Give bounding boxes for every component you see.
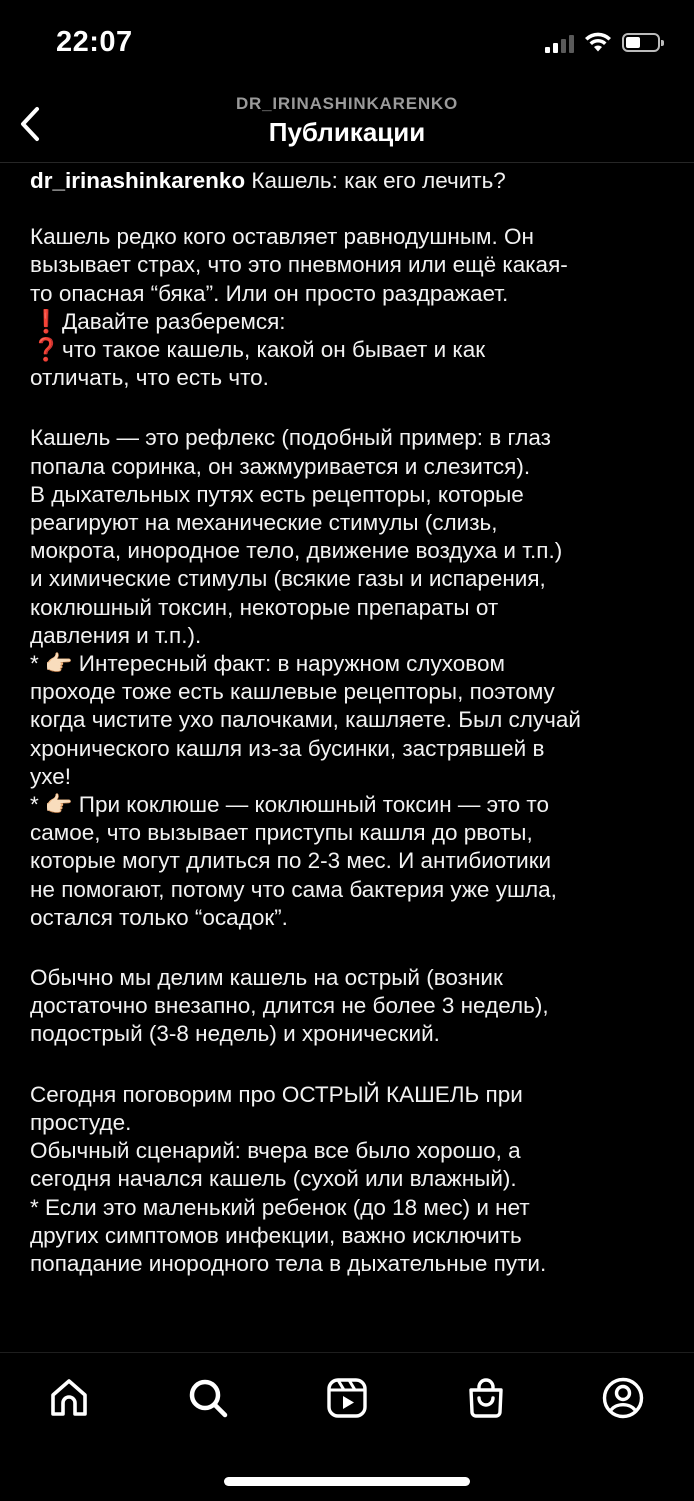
status-bar [0, 0, 694, 90]
caption-author[interactable]: dr_irinashinkarenko [30, 168, 246, 193]
caption-line: Кашель — это рефлекс (подобный пример: в глаз [30, 425, 551, 451]
caption-line: остался только “осадок”. [30, 904, 288, 930]
caption-line: отличать, что есть что. [30, 365, 269, 391]
bottom-nav [0, 1352, 694, 1501]
caption-text: При коклюше — коклюшный токсин — это то [78, 792, 550, 818]
nav-profile[interactable] [598, 1373, 648, 1423]
caption-line: не помогают, потому что сама бактерия уже ушла, [30, 876, 557, 902]
reels-icon [325, 1376, 369, 1420]
home-icon [47, 1376, 91, 1420]
caption-line: реагируют на механические стимулы (слизь, [30, 510, 498, 536]
caption-line: * Если это маленький ребенок (до 18 мес) и нет [30, 1194, 530, 1220]
caption-line: коклюшный токсин, некоторые препараты от [30, 594, 499, 620]
caption-line: подострый (3-8 недель) и хронический. [30, 1021, 440, 1047]
nav-reels[interactable] [322, 1373, 372, 1423]
caption-text: что такое кашель, какой он бывает и как [62, 337, 486, 363]
caption-line [30, 308, 674, 336]
caption-line [30, 336, 674, 364]
caption-text: Давайте разберемся: [62, 308, 286, 334]
caption-line: Обычно мы делим кашель на острый (возник [30, 965, 503, 991]
caption-line: вызывает страх, что это пневмония или ещё какая- [30, 252, 568, 278]
post-caption [30, 167, 674, 1278]
wifi-icon [584, 32, 612, 53]
caption-headline: Кашель: как его лечить? [251, 168, 506, 193]
caption-headline-line [30, 167, 674, 195]
caption-line: Сегодня поговорим про ОСТРЫЙ КАШЕЛЬ при [30, 1081, 523, 1107]
profile-icon [601, 1376, 645, 1420]
caption-line: В дыхательных путях есть рецепторы, которые [30, 481, 524, 507]
caption-line: мокрота, инородное тело, движение воздуха и т.п.) [30, 538, 563, 564]
status-time: 22:07 [56, 26, 133, 58]
status-icons [545, 32, 660, 53]
search-icon [186, 1376, 230, 1420]
caption-line: самое, что вызывает приступы кашля до рвоты, [30, 820, 533, 846]
nav-shop[interactable] [461, 1373, 511, 1423]
caption-line: попадание инородного тела в дыхательные пути. [30, 1250, 547, 1276]
caption-line: давления и т.п.). [30, 622, 202, 648]
caption-line: то опасная “бяка”. Или он просто раздражает. [30, 280, 509, 306]
caption-line: попала соринка, он зажмуривается и слезится). [30, 453, 531, 479]
nav-home[interactable] [44, 1373, 94, 1423]
caption-text: Интересный факт: в наружном слуховом [78, 651, 505, 677]
shop-icon [464, 1376, 508, 1420]
caption-line: когда чистите ухо палочками, кашляете. Был случай [30, 707, 581, 733]
header [0, 90, 694, 163]
caption-line: хронического кашля из-за бусинки, застрявшей в [30, 735, 545, 761]
nav-search[interactable] [183, 1373, 233, 1423]
caption-line: достаточно внезапно, длится не более 3 недель), [30, 993, 549, 1019]
caption-line: проходе тоже есть кашлевые рецепторы, поэтому [30, 679, 555, 705]
caption-line [30, 650, 674, 678]
star-text: * [30, 651, 39, 677]
caption-line: и химические стимулы (всякие газы и испарения, [30, 566, 546, 592]
caption-line: которые могут длиться по 2-3 мес. И антибиотики [30, 848, 552, 874]
caption-line: сегодня начался кашель (сухой или влажный). [30, 1166, 517, 1192]
home-indicator[interactable] [224, 1477, 470, 1486]
signal-icon [545, 33, 574, 53]
question-icon: ❓ [31, 337, 60, 363]
page-title: Публикации [268, 117, 426, 147]
caption-line: ухе! [30, 763, 72, 789]
pointing-hand-icon: 👉🏻 [44, 651, 73, 677]
pointing-hand-icon: 👉🏻 [44, 792, 73, 818]
battery-icon [622, 33, 660, 52]
caption-line: других симптомов инфекции, важно исключить [30, 1222, 522, 1248]
caption-line: Обычный сценарий: вчера все было хорошо, а [30, 1138, 521, 1164]
caption-line [30, 791, 674, 819]
header-username[interactable]: DR_IRINASHINKARENKO [235, 94, 459, 113]
exclamation-icon: ❗ [31, 308, 60, 334]
caption-line: Кашель редко кого оставляет равнодушным. Он [30, 224, 534, 250]
caption-line: простуде. [30, 1109, 132, 1135]
star-text: * [30, 792, 39, 818]
